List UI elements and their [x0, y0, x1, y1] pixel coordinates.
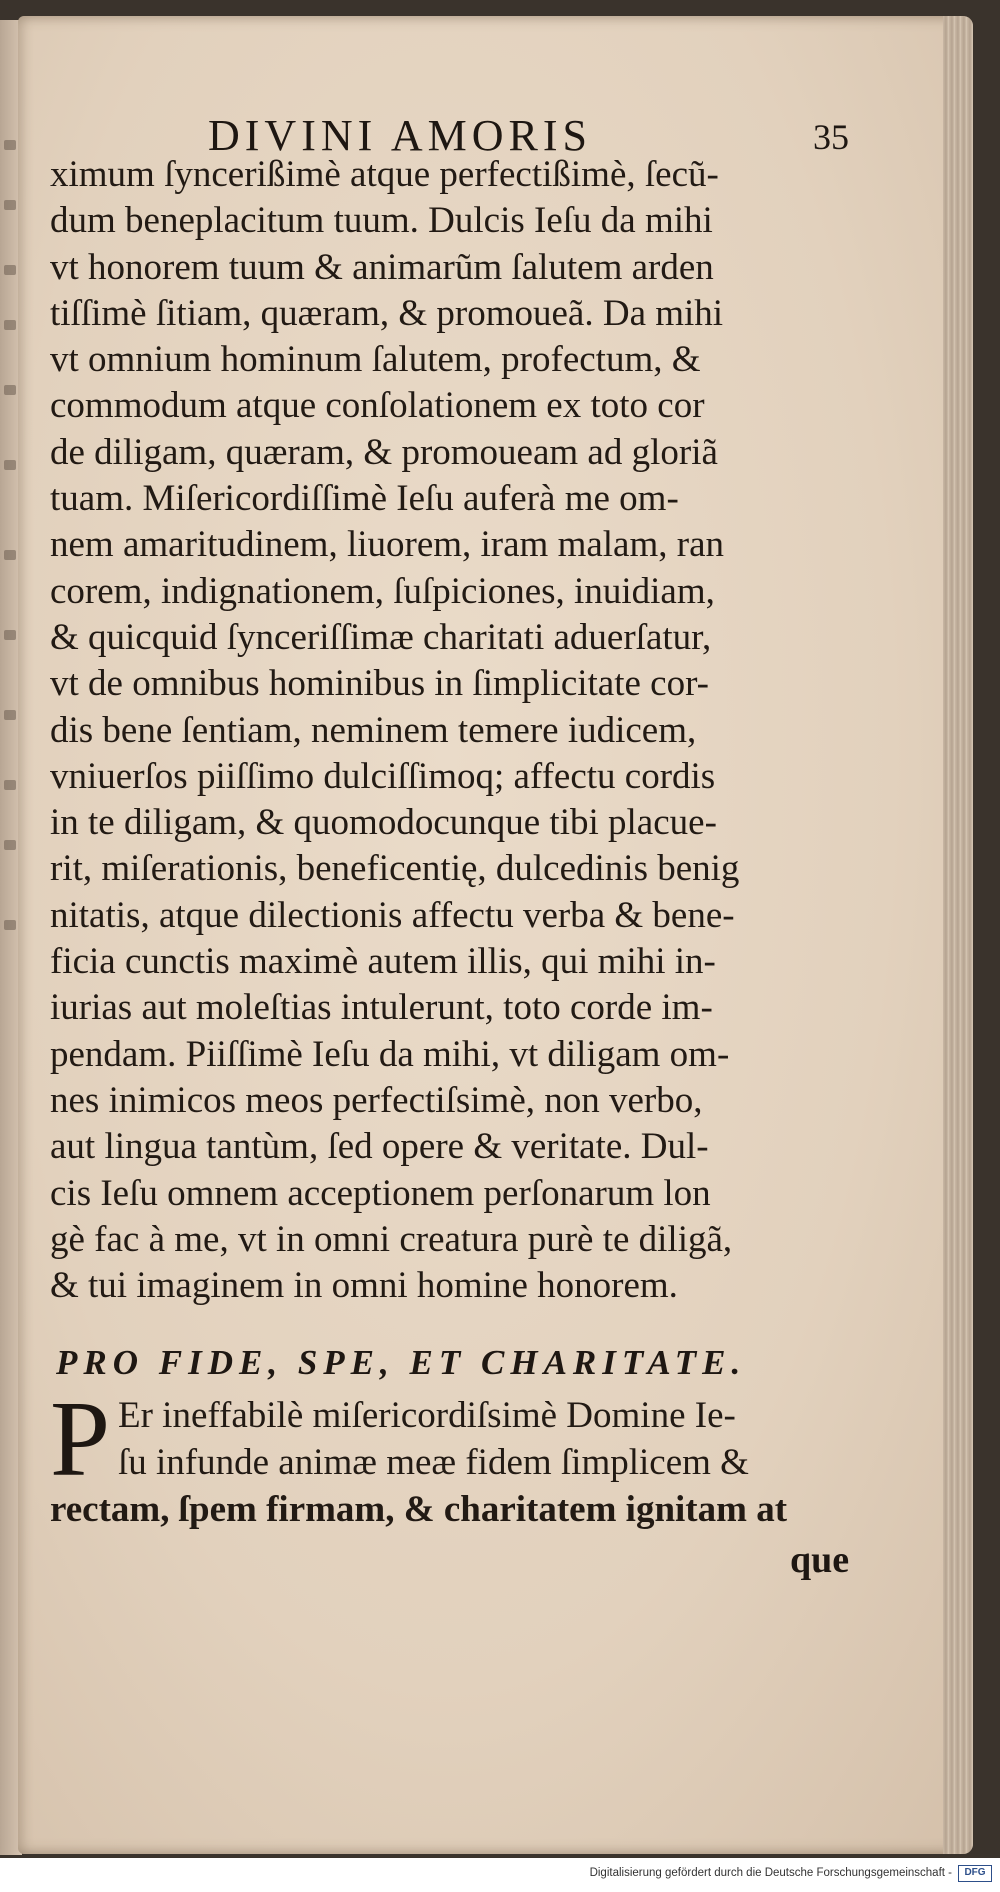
- dfg-logo: DFG: [958, 1865, 992, 1882]
- funding-credit: Digitalisierung gefördert durch die Deutsche Forschungsgemeinschaft -: [589, 1867, 952, 1879]
- text-line: in te diligam, & quomodocunque tibi placue-: [50, 802, 717, 844]
- text-line: aut lingua tantùm, ſed opere & veritate. Dul-: [50, 1126, 709, 1168]
- section-heading: PRO FIDE, SPE, ET CHARITATE.: [56, 1343, 747, 1382]
- text-line: cis Ieſu omnem acceptionem perſonarum lon: [50, 1172, 711, 1214]
- digitization-footer: [0, 1858, 1000, 1892]
- text-line: vt omnium hominum ſalutem, profectum, &: [50, 339, 701, 381]
- text-line: tiſſimè ſitiam, quæram, & promoueã. Da mihi: [50, 292, 724, 334]
- text-line: dis bene ſentiam, neminem temere iudicem,: [50, 709, 697, 751]
- catchword: que: [790, 1539, 850, 1581]
- text-line: corem, indignationem, ſuſpiciones, inuidiam,: [50, 570, 715, 612]
- text-line: tuam. Miſericordiſſimè Ieſu auferà me om-: [50, 478, 679, 520]
- text-line: commodum atque conſolationem ex toto cor: [50, 385, 705, 427]
- text-line: & quicquid ſynceriſſimæ charitati aduerſatur,: [50, 616, 712, 658]
- text-line: nem amaritudinem, liuorem, iram malam, ran: [50, 524, 725, 566]
- text-line: ſu infunde animæ meæ fidem ſimplicem &: [118, 1442, 749, 1483]
- text-line: vniuerſos piiſſimo dulciſſimoq; affectu cordis: [50, 755, 716, 797]
- text-line: Er ineffabilè miſericordiſsimè Domine Ie-: [118, 1395, 736, 1436]
- paragraph-2: [50, 1380, 880, 1533]
- paragraph-1: [50, 152, 880, 1309]
- text-line: iurias aut moleſtias intulerunt, toto corde im-: [50, 987, 713, 1029]
- text-line: dum beneplacitum tuum. Dulcis Ieſu da mihi: [50, 200, 713, 242]
- drop-capital: P: [50, 1380, 111, 1499]
- text-line: vt honorem tuum & animarũm ſalutem arden: [50, 246, 714, 288]
- text-line: de diligam, quæram, & promoueam ad gloriã: [50, 431, 718, 473]
- text-line: & tui imaginem in omni homine honorem.: [50, 1265, 678, 1307]
- page-stack-edge: [943, 16, 973, 1854]
- text-line: nes inimicos meos perfectiſsimè, non verbo,: [50, 1079, 703, 1121]
- running-head: DIVINI AMORIS: [208, 111, 592, 160]
- text-line: nitatis, atque dilectionis affectu verba & bene-: [50, 894, 735, 936]
- page-number: 35: [813, 117, 849, 157]
- text-line: vt de omnibus hominibus in ſimplicitate cor-: [50, 663, 710, 705]
- text-line: rit, miſerationis, beneficentię, dulcedinis benig: [50, 848, 740, 890]
- text-line: pendam. Piiſſimè Ieſu da mihi, vt diligam om-: [50, 1033, 730, 1075]
- text-line: ficia cunctis maximè autem illis, qui mihi in-: [50, 941, 716, 983]
- text-line: ximum ſyncerißimè atque perfectißimè, ſecũ-: [50, 154, 719, 195]
- text-line: rectam, ſpem firmam, & charitatem ignitam at: [50, 1489, 788, 1530]
- text-line: gè fac à me, vt in omni creatura purè te diligã,: [50, 1218, 733, 1260]
